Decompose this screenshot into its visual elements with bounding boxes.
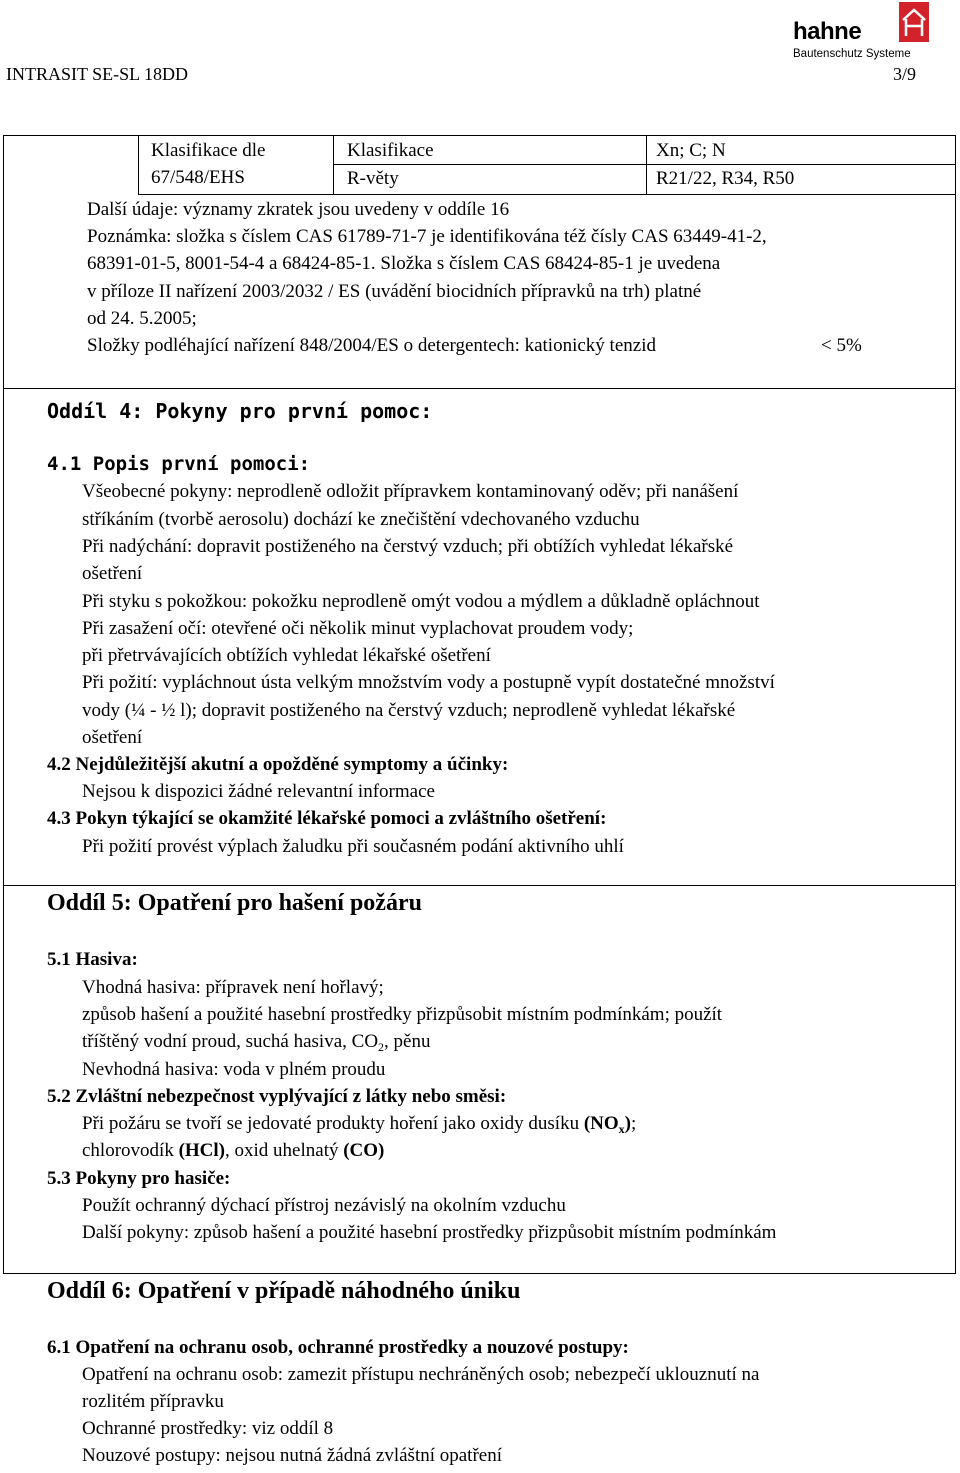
logo-subtitle: Bautenschutz Systeme [793,48,911,60]
text-line: Nouzové postupy: nejsou nutná žádná zvláštní opatření [82,1445,503,1466]
classification-label-directive: 67/548/EHS [151,167,245,188]
r-phrases-value: R21/22, R34, R50 [656,168,795,189]
text-line: stříkáním (tvorbě aerosolu) dochází ke znečištění vdechovaného vzduchu [82,509,640,530]
logo-name: hahne [793,18,862,45]
subsection-4-3-title: 4.3 Pokyn týkající se okamžité lékařské pomoci a zvláštního ošetření: [47,808,607,829]
house-logo-icon [899,2,929,42]
note-value: < 5% [821,335,862,356]
section-divider [3,388,956,389]
text-line: Při zasažení očí: otevřené oči několik minut vyplachovat proudem vody; [82,618,634,639]
text-line: chlorovodík (HCl), oxid uhelnatý (CO) [82,1140,385,1161]
text-line: Ochranné prostředky: viz oddíl 8 [82,1418,334,1439]
note-line: od 24. 5.2005; [87,308,197,329]
section-6-title: Oddíl 6: Opatření v případě náhodného úniku [47,1278,521,1304]
subsection-5-2-title: 5.2 Zvláštní nebezpečnost vyplývající z látky nebo směsi: [47,1086,507,1107]
text-line: Nevhodná hasiva: voda v plném proudu [82,1059,386,1080]
text-line: Při styku s pokožkou: pokožku neprodleně omýt vodou a mýdlem a důkladně opláchnout [82,591,760,612]
classification-label: Klasifikace dle [151,140,266,161]
r-phrases-key: R-věty [347,168,399,189]
text-line: Při požití: vypláchnout ústa velkým množstvím vody a postupně vypít dostatečné množství [82,672,775,693]
text-line: Další pokyny: způsob hašení a použité hasební prostředky přizpůsobit místním podmínkám [82,1222,777,1243]
classification-key: Klasifikace [347,140,434,161]
text-line: Vhodná hasiva: přípravek není hořlavý; [82,977,384,998]
text-line: způsob hašení a použité hasební prostředky přizpůsobit místním podmínkám; použít [82,1004,723,1025]
subsection-4-1-title: 4.1 Popis první pomoci: [47,453,311,475]
subsection-5-3-title: 5.3 Pokyny pro hasiče: [47,1168,231,1189]
section-divider [3,885,956,886]
text-line: Při nadýchání: dopravit postiženého na čerstvý vzduch; při obtížích vyhledat lékařské [82,536,734,557]
text-line: ošetření [82,727,143,748]
text-line: Nejsou k dispozici žádné relevantní informace [82,781,435,802]
section-4-title: Oddíl 4: Pokyny pro první pomoc: [47,399,433,423]
classification-value: Xn; C; N [656,140,726,161]
text-line: rozlitém přípravku [82,1391,224,1412]
note-line: Další údaje: významy zkratek jsou uvedeny v oddíle 16 [87,199,510,220]
text-line: tříštěný vodní proud, suchá hasiva, $CO_2$, pěnu [82,1031,431,1054]
subsection-6-1-title: 6.1 Opatření na ochranu osob, ochranné prostředky a nouzové postupy: [47,1337,629,1358]
document-title: INTRASIT SE-SL 18DD [6,64,189,84]
company-logo [793,2,933,64]
text-line: Při požáru se tvoří se jedovaté produkty hoření jako oxidy dusíku $(NO_x)$; [82,1113,637,1136]
text-line: Opatření na ochranu osob: zamezit přístupu nechráněných osob; nebezpečí uklouznutí na [82,1364,760,1385]
text-line: Při požití provést výplach žaludku při současném podání aktivního uhlí [82,836,624,857]
text-line: Všeobecné pokyny: neprodleně odložit přípravkem kontaminovaný oděv; při nanášení [82,481,739,502]
page-number: 3/9 [893,64,917,84]
section-divider [3,1273,956,1274]
note-line: 68391-01-5, 8001-54-4 a 68424-85-1. Složka s číslem CAS 68424-85-1 je uvedena [87,253,721,274]
note-line: Složky podléhající nařízení 848/2004/ES o detergentech: kationický tenzid [87,335,656,356]
text-line: vody (¼ - ½ l); dopravit postiženého na čerstvý vzduch; neprodleně vyhledat lékařské [82,700,736,721]
text-line: při přetrvávajících obtížích vyhledat lékařské ošetření [82,645,491,666]
classification-table [138,136,956,194]
text-line: Použít ochranný dýchací přístroj nezávislý na okolním vzduchu [82,1195,566,1216]
text-line: ošetření [82,563,143,584]
note-line: v příloze II nařízení 2003/2032 / ES (uvádění biocidních přípravků na trh) platné [87,281,702,302]
note-line: Poznámka: složka s číslem CAS 61789-71-7 je identifikována též čísly CAS 63449-41-2, [87,226,767,247]
subsection-4-2-title: 4.2 Nejdůležitější akutní a opožděné symptomy a účinky: [47,754,509,775]
subsection-5-1-title: 5.1 Hasiva: [47,949,138,970]
section-5-title: Oddíl 5: Opatření pro hašení požáru [47,890,422,916]
